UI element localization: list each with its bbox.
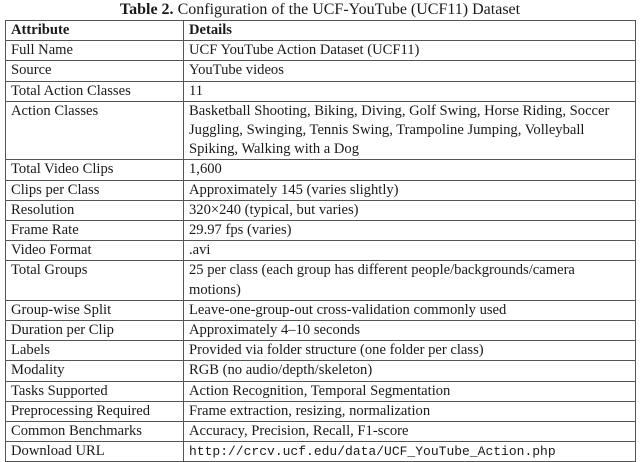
table-row <box>6 381 636 401</box>
table-caption <box>0 0 640 19</box>
row-attribute: Video Format <box>6 241 184 261</box>
caption-label: Table 2. <box>119 1 174 18</box>
row-attribute: Tasks Supported <box>6 381 184 401</box>
row-details: 1,600 <box>184 160 636 180</box>
table-row <box>6 61 636 81</box>
table-row <box>6 41 636 61</box>
row-details: YouTube videos <box>184 61 636 81</box>
row-details: 320×240 (typical, but varies) <box>184 200 636 220</box>
header-details: Details <box>184 21 636 41</box>
row-attribute: Total Video Clips <box>6 160 184 180</box>
row-details: Accuracy, Precision, Recall, F1-score <box>184 422 636 442</box>
table-row <box>6 341 636 361</box>
dataset-config-table <box>5 20 636 462</box>
row-attribute: Total Action Classes <box>6 81 184 101</box>
row-details: Approximately 145 (varies slightly) <box>184 180 636 200</box>
row-attribute: Frame Rate <box>6 221 184 241</box>
download-url-link[interactable]: http://crcv.ucf.edu/data/UCF_YouTube_Action.php <box>184 442 636 462</box>
table-row <box>6 221 636 241</box>
row-attribute: Action Classes <box>6 101 184 160</box>
row-details: Leave-one-group-out cross-validation commonly used <box>184 300 636 320</box>
caption-text: Configuration of the UCF-YouTube (UCF11) Dataset <box>177 1 521 18</box>
table-row <box>6 160 636 180</box>
header-attribute: Attribute <box>6 21 184 41</box>
table-row <box>6 81 636 101</box>
row-details: Basketball Shooting, Biking, Diving, Golf Swing, Horse Riding, Soccer Juggling, Swinging, Tennis Swing, Trampoline Jumping, Volleyball Spiking, Walking with a Dog <box>184 101 636 160</box>
row-attribute: Resolution <box>6 200 184 220</box>
table-row <box>6 321 636 341</box>
table-row <box>6 442 636 462</box>
row-details: 11 <box>184 81 636 101</box>
table-row <box>6 180 636 200</box>
row-details: 29.97 fps (varies) <box>184 221 636 241</box>
row-details: Action Recognition, Temporal Segmentation <box>184 381 636 401</box>
table-row <box>6 300 636 320</box>
table-row <box>6 422 636 442</box>
row-details: UCF YouTube Action Dataset (UCF11) <box>184 41 636 61</box>
row-attribute: Source <box>6 61 184 81</box>
row-attribute: Common Benchmarks <box>6 422 184 442</box>
table-row <box>6 101 636 160</box>
row-attribute: Duration per Clip <box>6 321 184 341</box>
table-row <box>6 401 636 421</box>
row-details: .avi <box>184 241 636 261</box>
table-row <box>6 200 636 220</box>
table-row <box>6 361 636 381</box>
table-header-row <box>6 21 636 41</box>
table-row <box>6 261 636 300</box>
row-attribute: Download URL <box>6 442 184 462</box>
row-attribute: Group-wise Split <box>6 300 184 320</box>
row-details: Approximately 4–10 seconds <box>184 321 636 341</box>
row-attribute: Total Groups <box>6 261 184 300</box>
row-attribute: Full Name <box>6 41 184 61</box>
row-details: RGB (no audio/depth/skeleton) <box>184 361 636 381</box>
row-details: Frame extraction, resizing, normalization <box>184 401 636 421</box>
row-details: Provided via folder structure (one folder per class) <box>184 341 636 361</box>
row-attribute: Clips per Class <box>6 180 184 200</box>
row-attribute: Preprocessing Required <box>6 401 184 421</box>
table-row <box>6 241 636 261</box>
row-attribute: Modality <box>6 361 184 381</box>
row-details: 25 per class (each group has different people/backgrounds/camera motions) <box>184 261 636 300</box>
row-attribute: Labels <box>6 341 184 361</box>
